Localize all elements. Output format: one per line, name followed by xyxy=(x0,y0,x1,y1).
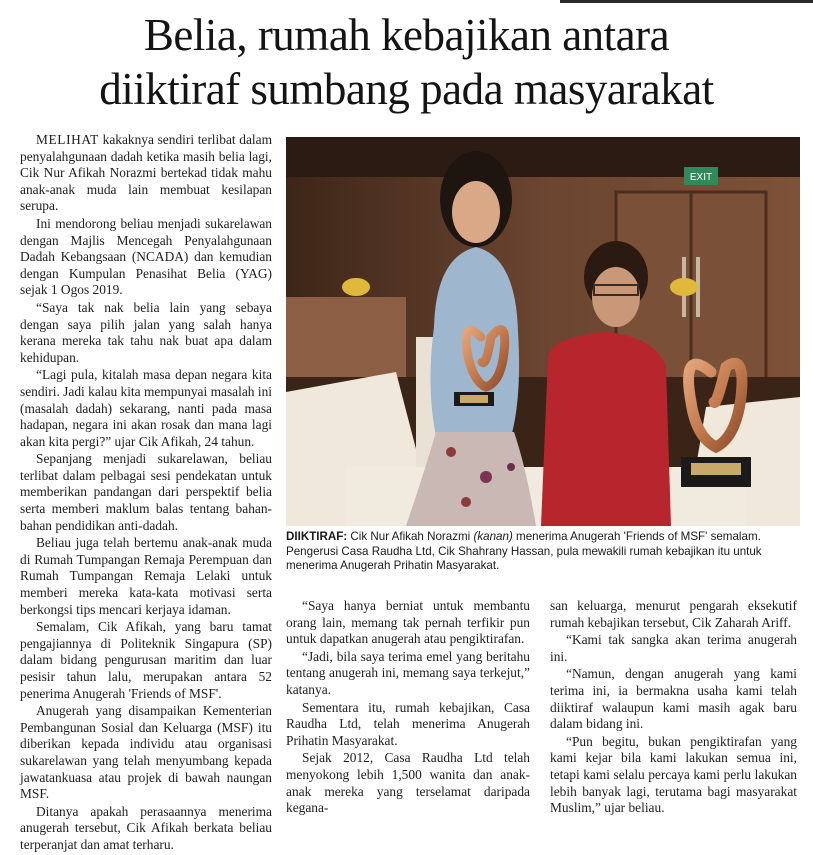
article-column-1 xyxy=(20,132,272,855)
paragraph: Ditanya apakah perasaannya menerima anugerah tersebut, Cik Afikah berkata beliau terperanjat dan amat terharu. xyxy=(20,803,272,852)
top-rule xyxy=(560,0,813,3)
paragraph: Semalam, Cik Afikah, yang baru tamat pengajiannya di Politeknik Singapura (SP) dalam bidang pengurusan maritim dan luar pesisir tahun lalu, merupakan antara 52 penerima Anugerah 'Friends of MSF'. xyxy=(20,619,272,701)
article-column-3 xyxy=(550,598,797,818)
paragraph: “Pun begitu, bukan pengiktirafan yang kami kejar bila kami lakukan semua ini, tetapi kami selalu percaya kami perlu lakukan lebih banyak lagi, terutama bagi masyarakat Muslim,” ujar beliau. xyxy=(550,733,797,816)
award-photo xyxy=(286,137,800,526)
lead-caps: MELIHAT xyxy=(36,132,99,147)
caption-italic: (kanan) xyxy=(473,530,513,543)
paragraph: Anugerah yang disampaikan Kementerian Pembangunan Sosial dan Keluarga (MSF) itu diberikan kepada individu atau organisasi sukarelawan yang telah menyumbang kepada jawatankuasa atau projek di bawah naungan MSF. xyxy=(20,703,272,802)
photo-caption xyxy=(286,530,800,574)
lead-text: kakaknya sendiri terlibat dalam penyalahgunaan dadah ketika masih belia lagi, Cik Nur Afikah Norazmi bertekad tidak mahu anak-anak muda lain membuat kesilapan serupa. xyxy=(20,132,272,214)
paragraph: Beliau juga telah bertemu anak-anak muda di Rumah Tumpangan Remaja Perempuan dan Rumah Tumpangan Remaja Lelaki untuk memberi mereka kata-kata motivasi serta berkongsi tips mencari kerjaya idaman. xyxy=(20,535,272,617)
paragraph: “Namun, dengan anugerah yang kami terima ini, ia bermakna usaha kami telah diiktiraf walaupun kami masih agak baru dalam bidang ini. xyxy=(550,666,797,732)
paragraph: “Kami tak sangka akan terima anugerah ini. xyxy=(550,632,797,664)
continuation-paragraph: san keluarga, menurut pengarah eksekutif rumah kebajikan tersebut, Cik Zaharah Ariff. xyxy=(550,598,797,630)
exit-sign-text: EXIT xyxy=(689,172,713,183)
lead-paragraph xyxy=(20,132,272,215)
paragraph: Ini mendorong beliau menjadi sukarelawan dengan Majlis Mencegah Penyalahgunaan Dadah Kebangsaan (NCADA) dan kemudian dengan Kumpulan Penasihat Belia (YAG) sejak 1 Ogos 2019. xyxy=(20,215,272,298)
caption-text-2: menerima Anugerah 'Friends of MSF' semalam. Pengerusi Casa Raudha Ltd, Cik Shahrany Hassan, pula mewakili rumah kebajikan itu untuk menerima Anugerah Prihatin Masyarakat. xyxy=(286,530,762,573)
paragraph: “Jadi, bila saya terima emel yang beritahu tentang anugerah ini, memang saya terkejut,” katanya. xyxy=(286,648,530,697)
article-column-2 xyxy=(286,598,530,818)
photo-illustration xyxy=(286,137,800,526)
caption-text-1: Cik Nur Afikah Norazmi xyxy=(350,530,471,543)
headline-line-2: diiktiraf sumbang pada masyarakat xyxy=(99,64,714,114)
headline xyxy=(0,8,813,116)
paragraph: Sementara itu, rumah kebajikan, Casa Raudha Ltd, telah menerima Anugerah Prihatin Masyarakat. xyxy=(286,699,530,748)
paragraph: “Saya tak nak belia lain yang sebaya dengan saya pilih jalan yang salah hanya kerana mereka tak tahu nak buat apa dalam kehidupan. xyxy=(20,299,272,365)
paragraph: Sejak 2012, Casa Raudha Ltd telah menyokong lebih 1,500 wanita dan anak-anak mereka yang terselamat daripada kegana- xyxy=(286,750,530,816)
paragraph: “Saya hanya berniat untuk membantu orang lain, memang tak pernah terfikir pun untuk dapatkan anugerah atau pengiktirafan. xyxy=(286,598,530,647)
paragraph: “Lagi pula, kitalah masa depan negara kita sendiri. Jadi kalau kita mempunyai masalah ini (masalah dadah) sekarang, nanti pada masa hadapan, negara ini akan rosak dan mana lagi akan kita pergi?” ujar Cik Afikah, 24 tahun. xyxy=(20,367,272,449)
paragraph: Sepanjang menjadi sukarelawan, beliau terlibat dalam pelbagai sesi pendekatan untuk memberikan pandangan dari perspektif belia serta memberi maklum balas tentang bahan-bahan pendidikan anti-dadah. xyxy=(20,451,272,533)
headline-line-1: Belia, rumah kebajikan antara xyxy=(143,10,670,60)
caption-label: DIIKTIRAF: xyxy=(286,530,348,543)
